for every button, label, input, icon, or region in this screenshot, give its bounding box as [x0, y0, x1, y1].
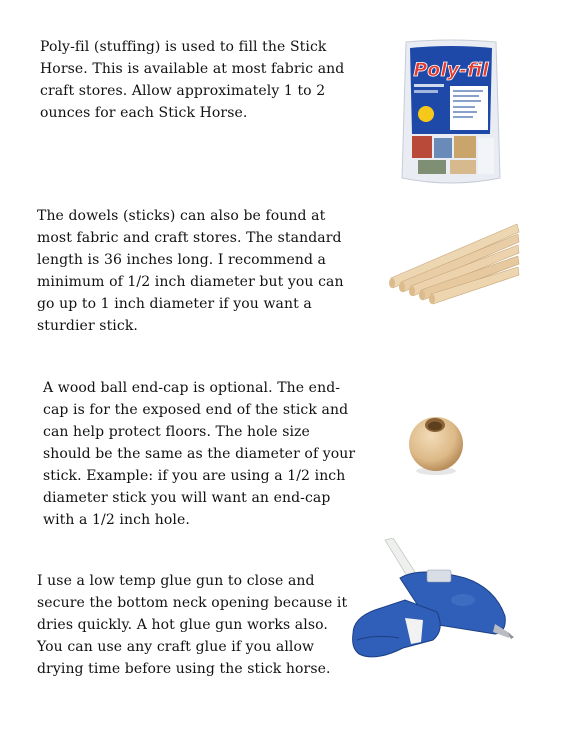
dowels-paragraph: The dowels (sticks) can also be found at most fabric and craft stores. The standard length is 36 inches long. I recommend a minimum of 1/2 inch diameter but you can go up to 1 inch diameter if you want a sturdier stick.: [37, 208, 344, 334]
glue-paragraph: I use a low temp glue gun to close and secure the bottom neck opening because it dries quickly. A hot glue gun works also. You can use any craft glue if you allow drying time before using the stick horse.: [37, 573, 348, 677]
endcap-paragraph: A wood ball end-cap is optional. The end- cap is for the exposed end of the stick and can help protect floors. The hole size should be the same as the diameter of your stick. Example: if you are using a 1/2 inch diameter stick you will want an end-cap with a 1/2 inch hole.: [43, 380, 356, 528]
wood-ball-endcap-image: [405, 411, 467, 477]
polyfil-brand-text: Poly-fil: [413, 59, 489, 81]
glue-gun-image: [345, 538, 515, 670]
polyfil-paragraph: Poly-fil (stuffing) is used to fill the Stick Horse. This is available at most fabric and craft stores. Allow approximately 1 to 2 ounces for each Stick Horse.: [40, 39, 345, 121]
polyfil-bag-image: [398, 38, 504, 188]
dowels-image: [385, 210, 521, 310]
